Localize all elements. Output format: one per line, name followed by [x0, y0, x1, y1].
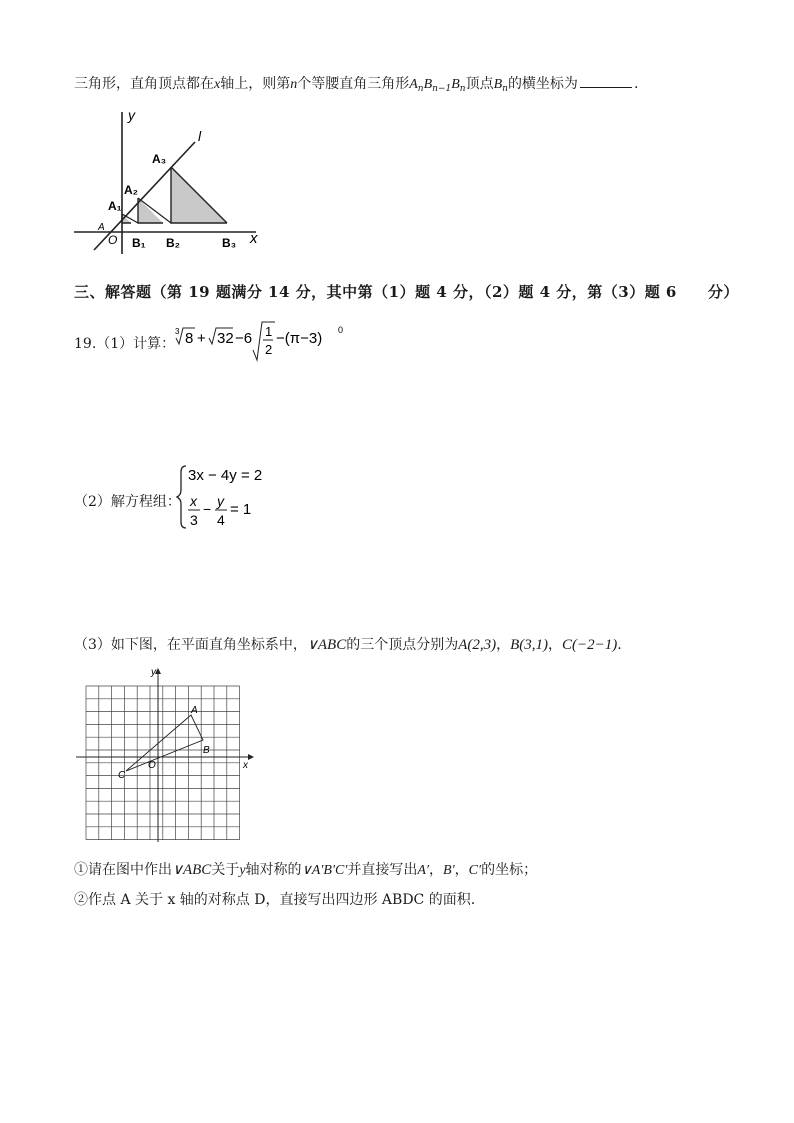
fig1-b3-label: B₃	[222, 236, 237, 250]
item-2: ②作点 A 关于 x 轴的对称点 D，直接写出四边形 ABDC 的面积.	[74, 892, 476, 908]
sqrt-arg: 32	[217, 330, 234, 347]
tri-b: B	[423, 77, 433, 92]
var-x: x	[214, 77, 221, 92]
x-axis-arrow-icon	[248, 754, 254, 760]
fig1-x-label: x	[250, 230, 258, 247]
plus-sign: +	[197, 330, 206, 347]
fig1-l-label: l	[198, 128, 202, 144]
q19-p1-label: 19.（1）计算：	[74, 336, 176, 352]
triangle-figure	[70, 106, 270, 256]
grid-b-label: B	[203, 745, 210, 756]
pt-sub: n	[502, 84, 508, 94]
tri-sub1: n	[417, 84, 424, 94]
q18-text-end: .	[633, 76, 639, 92]
fig1-a1-label: A₁	[108, 199, 122, 213]
var-n: n	[290, 77, 298, 92]
grid-o-label: O	[148, 760, 156, 771]
fig1-a-label: A	[98, 222, 105, 233]
equation-system	[176, 462, 286, 532]
coordinate-grid-figure[interactable]	[74, 666, 254, 846]
grid-lines	[86, 686, 240, 840]
q19-p3-end: .	[617, 637, 622, 653]
frac-den: 2	[265, 342, 273, 357]
grid-c-label: C	[118, 770, 126, 781]
fig1-y-label: y	[128, 107, 135, 123]
grid-a-label: A	[191, 705, 198, 716]
q19-p3-label: （3）如下图，在平面直角坐标系中，	[74, 637, 307, 653]
q18-text-d: 顶点	[465, 76, 494, 92]
fig1-b1-label: B₁	[132, 236, 146, 250]
q18-text-c: 个等腰直角三角形	[297, 76, 410, 92]
fig1-a3-label: A₃	[152, 152, 167, 166]
frac-num: 1	[265, 324, 273, 339]
item-1	[74, 859, 537, 879]
eq2-x: x	[190, 493, 197, 509]
eq2-den2: 4	[217, 512, 225, 528]
item1-e: 的坐标；	[481, 862, 538, 878]
point-a: A(2,3)	[458, 637, 497, 653]
q18-text-a: 三角形，直角顶点都在	[74, 76, 214, 92]
grid-y-label: y	[151, 667, 156, 678]
answer-blank[interactable]	[580, 75, 632, 88]
item1-d: 并直接写出	[347, 862, 418, 878]
item1-sep2: ，	[454, 862, 469, 878]
cbrt-index: 3	[175, 327, 180, 336]
q19-p3-mid: 的三个顶点分别为	[346, 637, 459, 653]
fig1-o-label: O	[108, 233, 118, 247]
item1-triangle-prime: ∨A′B′C′	[301, 863, 348, 878]
tri-b2: B	[451, 77, 460, 92]
item1-triangle: ∨ABC	[172, 862, 212, 878]
eq2-minus: −	[203, 501, 212, 517]
q18-text-e: 的横坐标为	[507, 76, 578, 92]
fig1-b2-label: B₂	[166, 236, 180, 250]
item1-y: y	[239, 863, 246, 878]
minus-six: −6	[235, 330, 253, 347]
q19-p1-expression	[173, 320, 353, 364]
sep-1: ，	[496, 637, 511, 653]
eq2-den1: 3	[190, 512, 198, 528]
tri-sub3: n	[459, 84, 466, 94]
point-c: C(−2−1)	[562, 637, 618, 653]
pt-b: B	[493, 77, 503, 92]
eq2-y: y	[217, 493, 224, 509]
tri-sub2: n−1	[432, 84, 452, 94]
item1-sep1: ，	[429, 862, 444, 878]
eq2-rhs: = 1	[230, 501, 252, 518]
item1-b-prime: B′	[443, 863, 455, 878]
q19-part2	[74, 491, 181, 511]
tri-a: A	[409, 77, 418, 92]
equation-1: 3x − 4y = 2	[188, 467, 263, 484]
grid-x-label: x	[243, 760, 248, 771]
exponent: 0	[338, 325, 344, 335]
q19-part1	[74, 333, 175, 353]
cbrt-arg: 8	[185, 330, 194, 347]
pi-term: −(π−3)	[276, 330, 323, 347]
q18-text	[74, 73, 638, 94]
left-brace	[177, 466, 186, 528]
point-b: B(3,1)	[510, 637, 549, 653]
item1-c-prime: C′	[468, 863, 482, 878]
q19-p2-label: （2）解方程组：	[74, 494, 181, 510]
sep-2: ，	[548, 637, 563, 653]
item1-b: 关于	[211, 862, 240, 878]
item1-a-prime: A′	[417, 863, 430, 878]
fig1-a2-label: A₂	[124, 183, 138, 197]
triangle-2	[138, 198, 163, 223]
q19-part3	[74, 634, 622, 654]
section-title: 三、解答题（第 19 题满分 14 分，其中第（1）题 4 分，（2）题 4 分，第（3）题 6 分）	[74, 283, 739, 301]
item1-c: 轴对称的	[245, 862, 302, 878]
q18-text-b: 轴上，则第	[220, 76, 291, 92]
triangle-abc: ∨ABC	[306, 637, 347, 653]
item1-a: ①请在图中作出	[74, 862, 172, 878]
